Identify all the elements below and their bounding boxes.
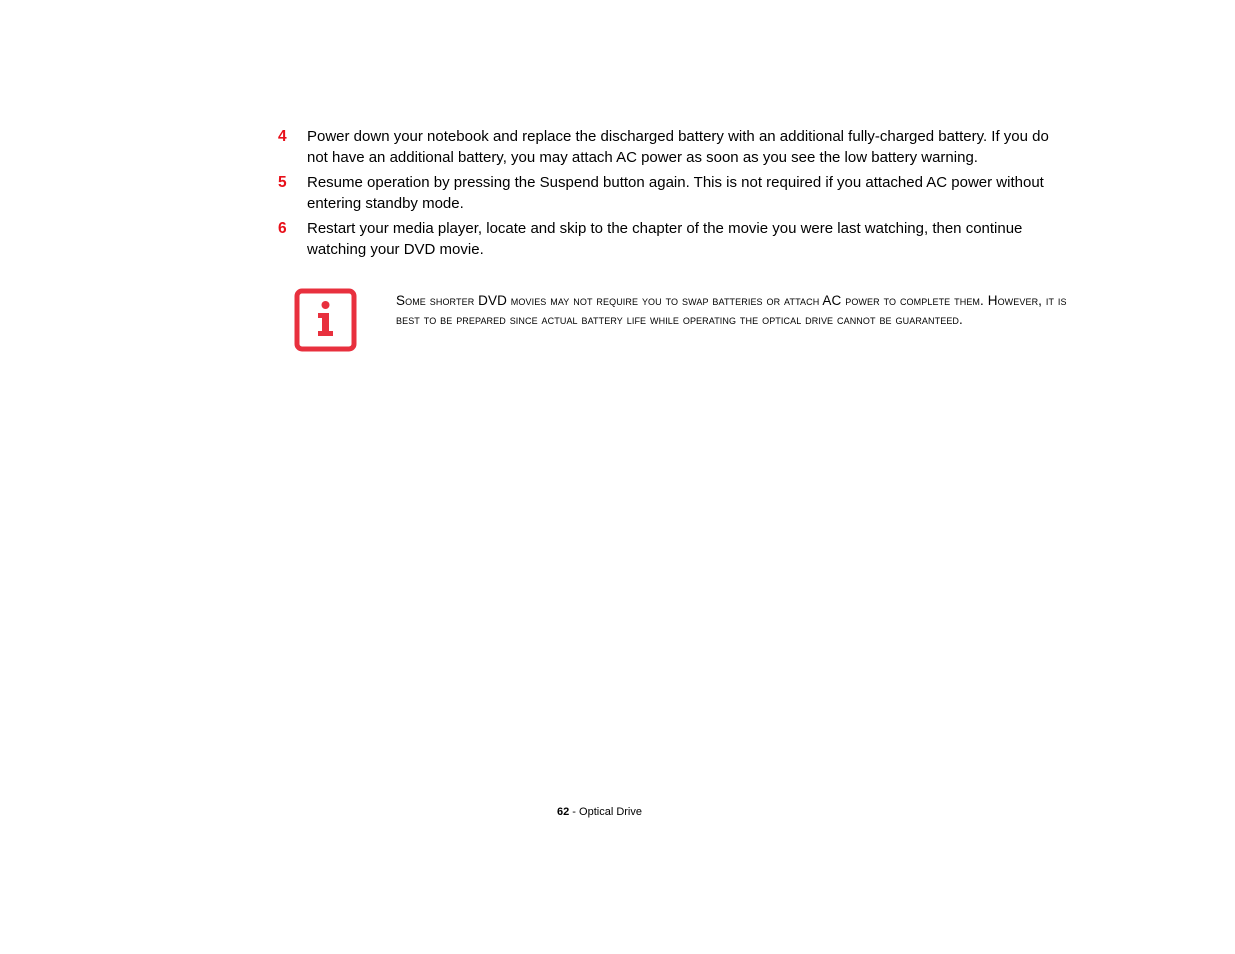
step-item-6: [278, 219, 1068, 260]
note-text: Some shorter DVD movies may not require you to swap batteries or attach AC power to complete them. However, it is best to be prepared since actual battery life while operating the optical drive cannot be guaranteed.: [396, 293, 1067, 327]
footer-section-title: Optical Drive: [579, 806, 642, 818]
step-text: Restart your media player, locate and skip to the chapter of the movie you were last watching, then continue watching your DVD movie.: [307, 220, 1023, 258]
step-number: 4: [278, 128, 287, 145]
footer-separator: -: [569, 806, 580, 818]
step-item-5: [278, 173, 1068, 214]
step-item-4: [278, 127, 1068, 168]
step-text: Power down your notebook and replace the discharged battery with an additional fully-charged battery. If you do not have an additional battery, you may attach AC power as soon as you see the low battery warning.: [307, 128, 1049, 166]
info-icon: [294, 288, 357, 352]
info-note: [294, 288, 1074, 354]
page-number: 62: [557, 806, 570, 818]
step-text: Resume operation by pressing the Suspend button again. This is not required if you attached AC power without entering standby mode.: [307, 174, 1044, 212]
step-number: 5: [278, 174, 287, 191]
step-number: 6: [278, 220, 287, 237]
page-footer: [0, 806, 1199, 818]
step-list: [278, 127, 1068, 265]
